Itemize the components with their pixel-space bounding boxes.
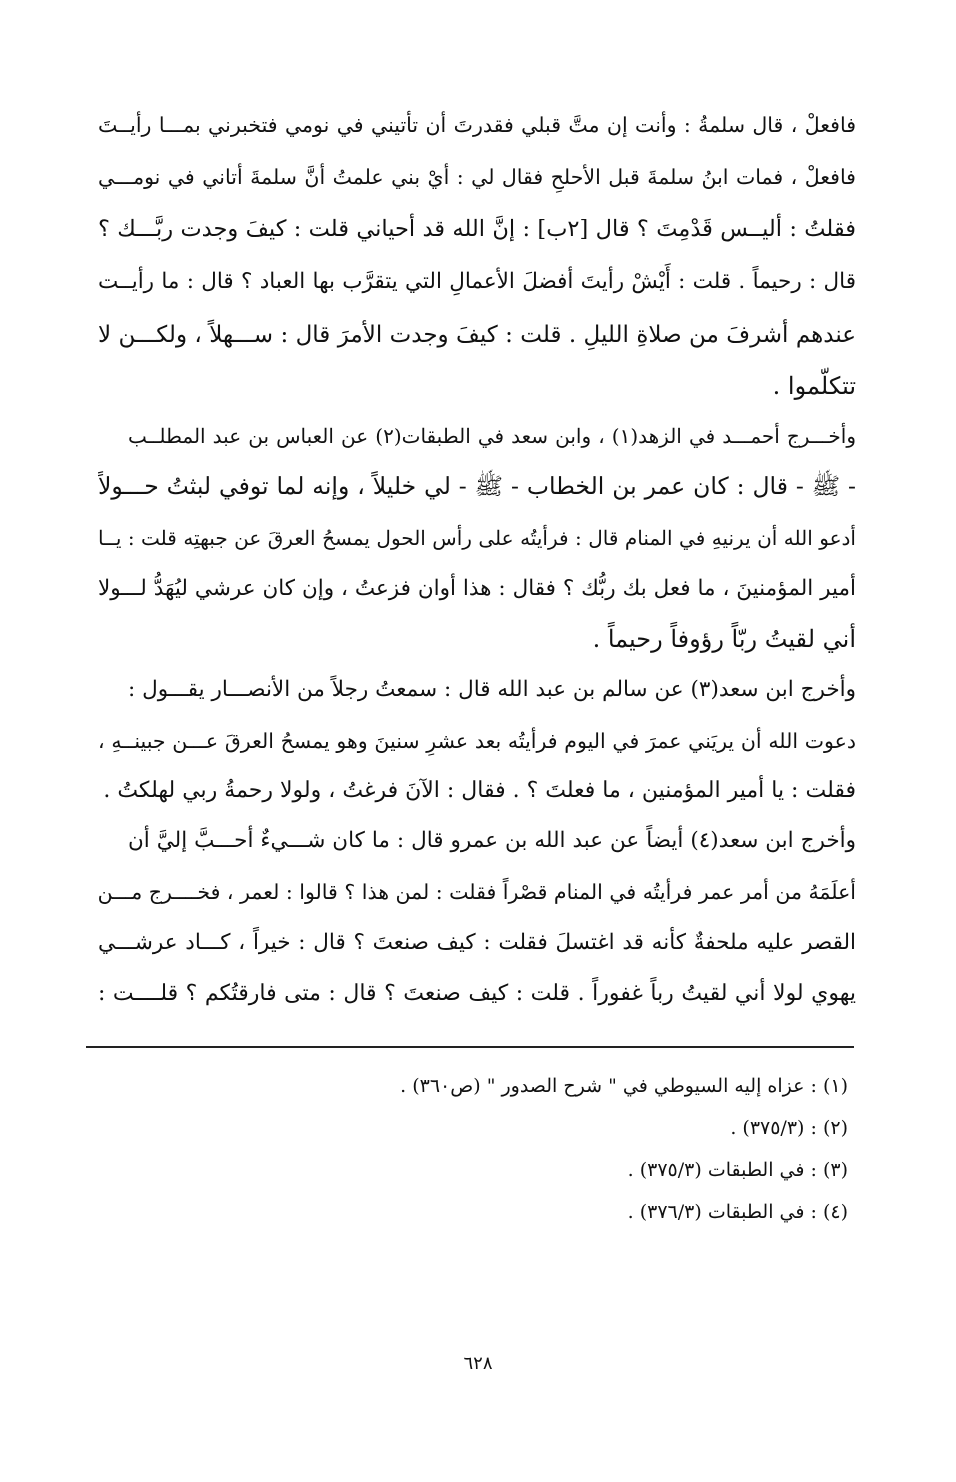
text-line-6: تتكلّموا .	[772, 372, 856, 400]
text-line-13: دعوت الله أن يريَني عمرَ في اليوم فرأيتُه بعد عشرِ سنينَ وهو يمسحُ العرقَ عـــن جبينــهِ ،	[98, 729, 856, 753]
text-line-1: فافعلْ ، قال سلمةُ : وأنت إن متَّ قبلي فقدرتَ أن تأتيني في نومي فتخبرني بمـــا رأيــتَ	[98, 113, 856, 137]
text-line-17: القصر عليه ملحفةٌ كأنه قد اغتسلَ فقلت : كيف صنعتَ ؟ قال : خيراً ، كـــاد عرشـــي	[98, 930, 856, 955]
text-line-2: فافعلْ ، فمات ابنُ سلمةَ قبل الأحلحِ فقال لي : أيْ بني علمتُ أنَّ سلمةَ أتاني في نومـــي	[98, 165, 856, 189]
text-line-15: وأخرج ابن سعد(٤) أيضاً عن عبد الله بن عمرو قال : ما كان شـــيءٌ أحـــبَّ إليَّ أن	[128, 828, 856, 853]
text-line-5: عندهم أشرفَ من صلاةِ الليلِ . قلت : كيفَ وجدت الأمرَ قال : ســـهلاً ، ولكـــن لا	[98, 322, 856, 348]
text-line-9: أدعو الله أن يرنيهِ في المنام قال : فرأيتُه على رأس الحول يمسحُ العرقَ عن جبهتِه قلت : يــا	[98, 526, 856, 550]
page-number: ٦٢٨	[463, 1353, 493, 1374]
text-line-18: يهوي لولا أني لقيتُ رباً غفوراً . قلت : كيف صنعتَ ؟ قال : متى فارقتُكم ؟ قلــــت :	[98, 981, 856, 1006]
footnote-3: (٣) : في الطبقات (٣٧٥/٣) .	[627, 1159, 848, 1181]
text-line-16: أعلَمَهُ من أمر عمر فرأيتُه في المنام قصْراً فقلت : لمن هذا ؟ قالوا : لعمر ، فخــــرج مـــن	[98, 880, 856, 904]
text-line-10: أمير المؤمنينَ ، ما فعل بك ربُّك ؟ فقال : هذا أوان فزعتُ ، وإن كان عرشي ليُهَدُّ لـــولا	[98, 576, 856, 601]
text-line-14: فقلت : يا أمير المؤمنين ، ما فعلتَ ؟ . فقال : الآنَ فرغتُ ، ولولا رحمةُ ربي لهلكتُ .	[103, 778, 856, 803]
footnote-4: (٤) : في الطبقات (٣٧٦/٣) .	[627, 1201, 848, 1223]
footnote-divider	[86, 1046, 854, 1048]
text-line-8: - ﷺ - قال : كان عمر بن الخطاب - ﷺ - لي خليلاً ، وإنه لما توفي لبثتُ حـــولاً	[98, 472, 856, 500]
footnote-1: (١) : عزاه إليه السيوطي في " شرح الصدور " (ص٣٦٠) .	[400, 1075, 848, 1097]
text-line-4: قال : رحيماً . قلت : أَيْشْ رأيتَ أفضلَ الأعمالِ التي يتقرَّب بها العباد ؟ قال : ما رأيــت	[98, 269, 856, 294]
text-line-12: وأخرج ابن سعد(٣) عن سالم بن عبد الله قال : سمعتُ رجلاً من الأنصـــار يقـــول :	[128, 677, 856, 702]
text-line-3: فقلتُ : أليــس قَدْمِتَ ؟ قال [٢ب] : إنَّ الله قد أحياني قلت : كيفَ وجدت ربَّـــك ؟	[98, 216, 856, 242]
text-line-7: وأخـــرج أحمـــد في الزهد(١) ، وابن سعد في الطبقات(٢) عن العباس بن عبد المطلــب	[128, 424, 856, 448]
footnote-2: (٢) : (٣٧٥/٣) .	[730, 1117, 848, 1139]
text-line-11: أني لقيتُ ربّاً رؤوفاً رحيماً .	[592, 625, 856, 653]
